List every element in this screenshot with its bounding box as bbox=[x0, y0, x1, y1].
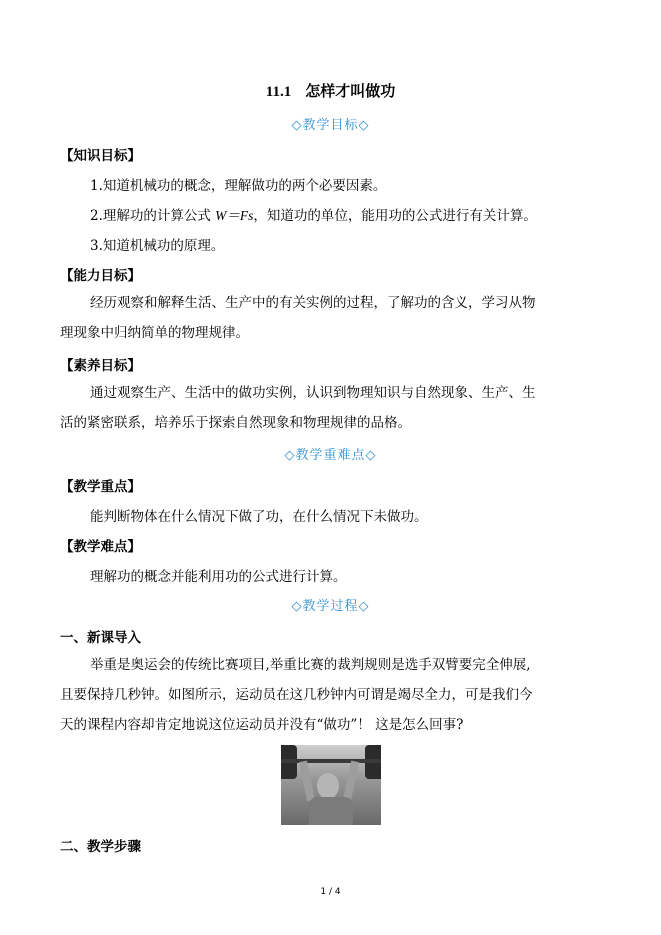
knowledge-item-2-pre: 2.理解功的计算公式 bbox=[90, 208, 216, 224]
label-knowledge-goals: 【知识目标】 bbox=[60, 148, 141, 164]
label-teaching-focus: 【教学重点】 bbox=[60, 479, 141, 495]
label-ability-goals: 【能力目标】 bbox=[60, 268, 141, 284]
label-literacy-goals: 【素养目标】 bbox=[60, 358, 141, 374]
knowledge-item-3: 3.知道机械功的原理。 bbox=[90, 238, 225, 254]
teaching-difficulty-text: 理解功的概念并能利用功的公式进行计算。 bbox=[90, 569, 347, 585]
title-number: 11.1 bbox=[265, 84, 292, 100]
athlete-body bbox=[309, 797, 353, 825]
section-heading-process: ◇教学过程◇ bbox=[291, 599, 370, 614]
intro-paragraph bbox=[60, 650, 605, 740]
label-teaching-steps: 二、教学步骤 bbox=[60, 839, 141, 855]
title-text: 怎样才叫做功 bbox=[305, 82, 396, 100]
athlete-head bbox=[317, 773, 339, 799]
intro-line-3: 天的课程内容却肯定地说这位运动员并没有“做功”！ 这是怎么回事? bbox=[60, 717, 464, 733]
page-title bbox=[0, 80, 661, 101]
intro-line-1: 举重是奥运会的传统比赛项目,举重比赛的裁判规则是选手双臂要完全伸展, bbox=[90, 657, 531, 673]
intro-line-2: 且要保持几秒钟。如图所示，运动员在这几秒钟内可谓是竭尽全力，可是我们今 bbox=[60, 687, 533, 703]
knowledge-item-2 bbox=[90, 204, 537, 224]
label-intro: 一、新课导入 bbox=[60, 630, 141, 646]
knowledge-item-2-post: ，知道功的单位，能用功的公式进行有关计算。 bbox=[253, 208, 537, 224]
literacy-line-1: 通过观察生产、生活中的做功实例，认识到物理知识与自然现象、生产、生 bbox=[90, 385, 536, 401]
weightlifter-photo bbox=[281, 745, 381, 825]
literacy-paragraph bbox=[60, 378, 605, 438]
athlete-arm-left bbox=[299, 761, 315, 802]
knowledge-item-1: 1.知道机械功的概念，理解做功的两个必要因素。 bbox=[90, 178, 387, 194]
section-heading-key-points: ◇教学重难点◇ bbox=[284, 448, 377, 463]
label-teaching-difficulty: 【教学难点】 bbox=[60, 539, 141, 555]
literacy-line-2: 活的紧密联系，培养乐于探索自然现象和物理规律的品格。 bbox=[60, 415, 411, 431]
ability-paragraph bbox=[60, 288, 605, 348]
ability-line-2: 理现象中归纳简单的物理规律。 bbox=[60, 325, 249, 341]
barbell-bar bbox=[281, 759, 381, 763]
ability-line-1: 经历观察和解释生活、生产中的有关实例的过程，了解功的含义，学习从物 bbox=[90, 295, 536, 311]
athlete-arm-right bbox=[343, 761, 359, 802]
page-number: 1 / 4 bbox=[320, 887, 341, 897]
work-formula: W＝Fs bbox=[215, 208, 254, 223]
section-heading-goals: ◇教学目标◇ bbox=[291, 118, 370, 133]
teaching-focus-text: 能判断物体在什么情况下做了功，在什么情况下未做功。 bbox=[90, 509, 428, 525]
